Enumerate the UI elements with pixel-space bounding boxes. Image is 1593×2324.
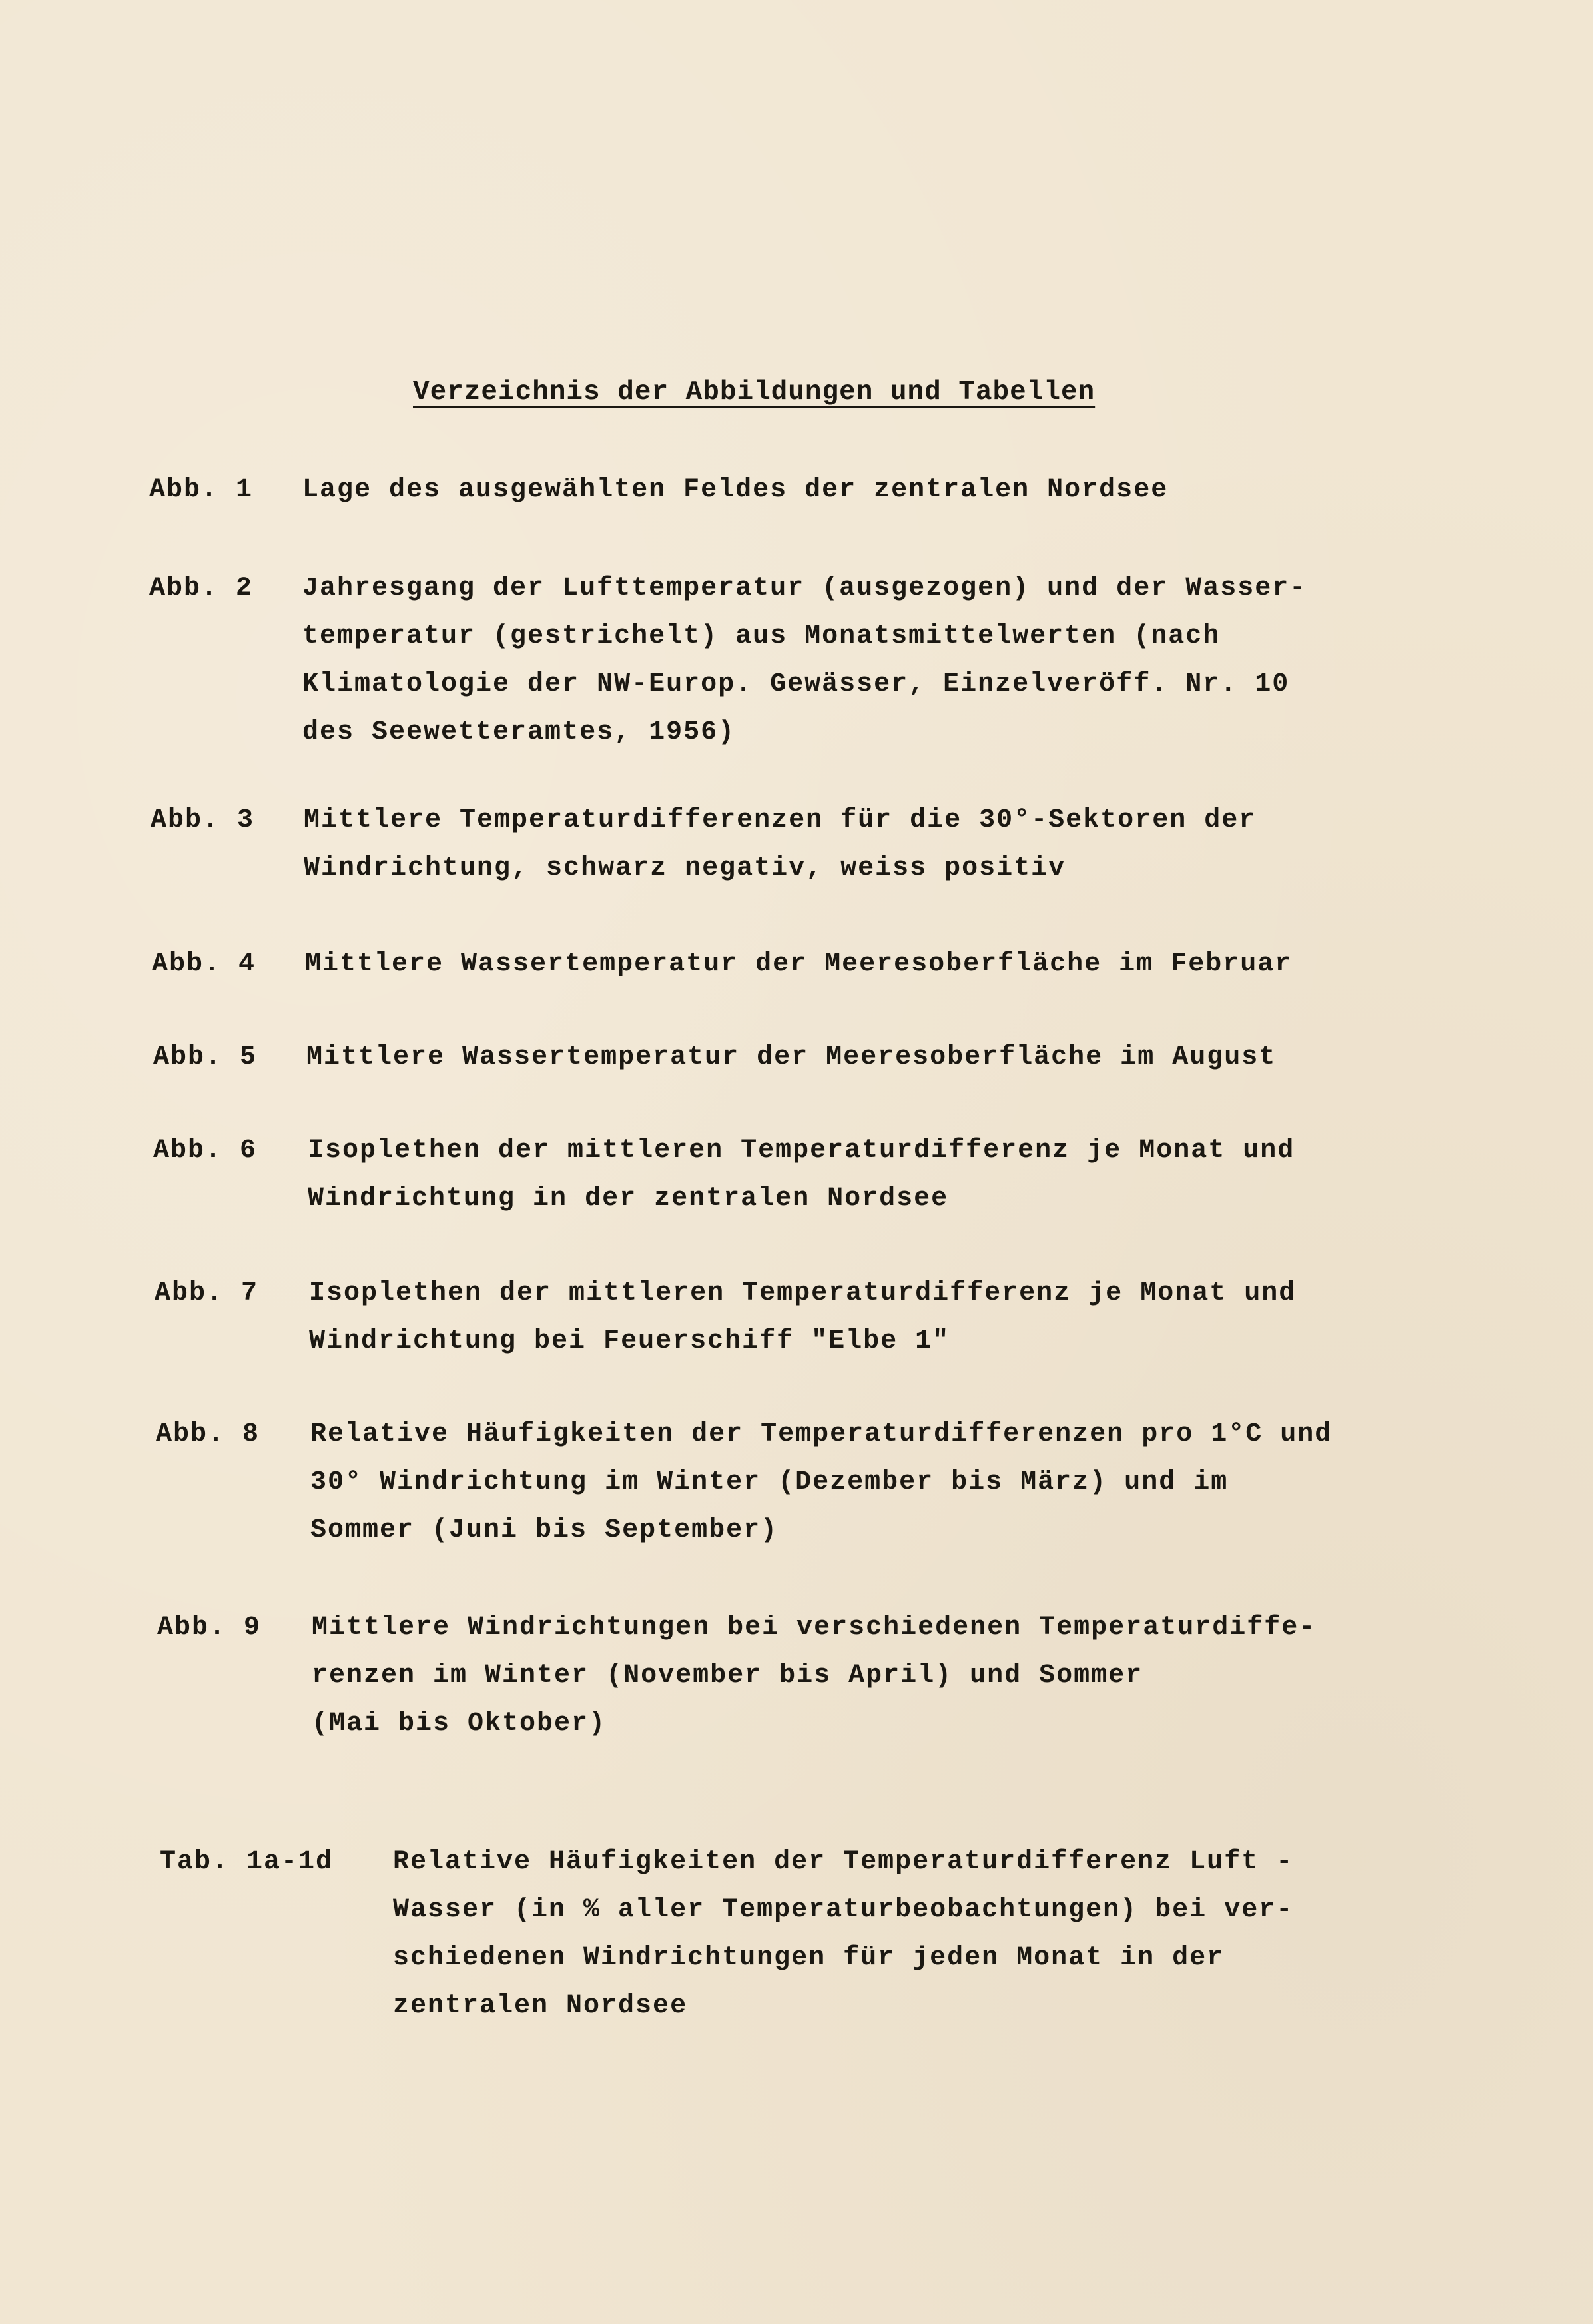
entry-text-line: Windrichtung, schwarz negativ, weiss positiv [304,853,1066,883]
entry-text-line: Mittlere Windrichtungen bei verschiedenen Temperaturdiffe- [312,1613,1317,1643]
entry-text-line: (Mai bis Oktober) [312,1709,607,1739]
entry-text-line: Windrichtung in der zentralen Nordsee [308,1184,949,1214]
entry-label: Abb. 8 [156,1419,260,1449]
entry-text-line: Isoplethen der mittleren Temperaturdifferenz je Monat und [308,1136,1295,1166]
entry-text-line: temperatur (gestrichelt) aus Monatsmittelwerten (nach [302,621,1221,651]
entry-label: Abb. 2 [149,574,254,603]
entry-text-line: zentralen Nordsee [393,1991,688,2021]
entry-text-line: Relative Häufigkeiten der Temperaturdifferenzen pro 1°C und [310,1419,1333,1449]
entry-text-line: Mittlere Wassertemperatur der Meeresoberfläche im Februar [305,949,1293,979]
entry-label: Abb. 4 [152,949,256,979]
entry-label: Abb. 6 [153,1136,258,1166]
entry-text-line: 30° Windrichtung im Winter (Dezember bis März) und im [310,1467,1229,1497]
entry-label: Abb. 3 [151,805,255,835]
entry-text-line: Relative Häufigkeiten der Temperaturdifferenz Luft - [393,1847,1294,1877]
entry-text-line: Sommer (Juni bis September) [310,1515,779,1545]
entry-label: Abb. 7 [155,1278,259,1308]
entry-text-line: Jahresgang der Lufttemperatur (ausgezogen) und der Wasser- [302,574,1307,603]
entry-text-line: Isoplethen der mittleren Temperaturdifferenz je Monat und [309,1278,1297,1308]
entry-label: Abb. 1 [149,475,254,505]
entry-text-line: Mittlere Temperaturdifferenzen für die 30°-Sektoren der [304,805,1257,835]
entry-text-line: Wasser (in % aller Temperaturbeobachtungen) bei ver- [393,1895,1294,1925]
entry-label: Abb. 5 [153,1042,258,1072]
entry-label: Abb. 9 [157,1613,262,1643]
entry-text-line: Windrichtung bei Feuerschiff "Elbe 1" [309,1326,950,1356]
entry-label: Tab. 1a-1d [160,1847,334,1877]
entry-text-line: Mittlere Wassertemperatur der Meeresoberfläche im August [306,1042,1277,1072]
entry-text-line: renzen im Winter (November bis April) und Sommer [312,1661,1143,1691]
page-title: Verzeichnis der Abbildungen und Tabellen [413,377,1096,408]
entry-text-line: Klimatologie der NW-Europ. Gewässer, Einzelveröff. Nr. 10 [302,669,1290,699]
entry-text-line: Lage des ausgewählten Feldes der zentralen Nordsee [302,475,1169,505]
entry-text-line: des Seewetteramtes, 1956) [302,717,736,747]
entry-text-line: schiedenen Windrichtungen für jeden Monat in der [393,1943,1225,1973]
